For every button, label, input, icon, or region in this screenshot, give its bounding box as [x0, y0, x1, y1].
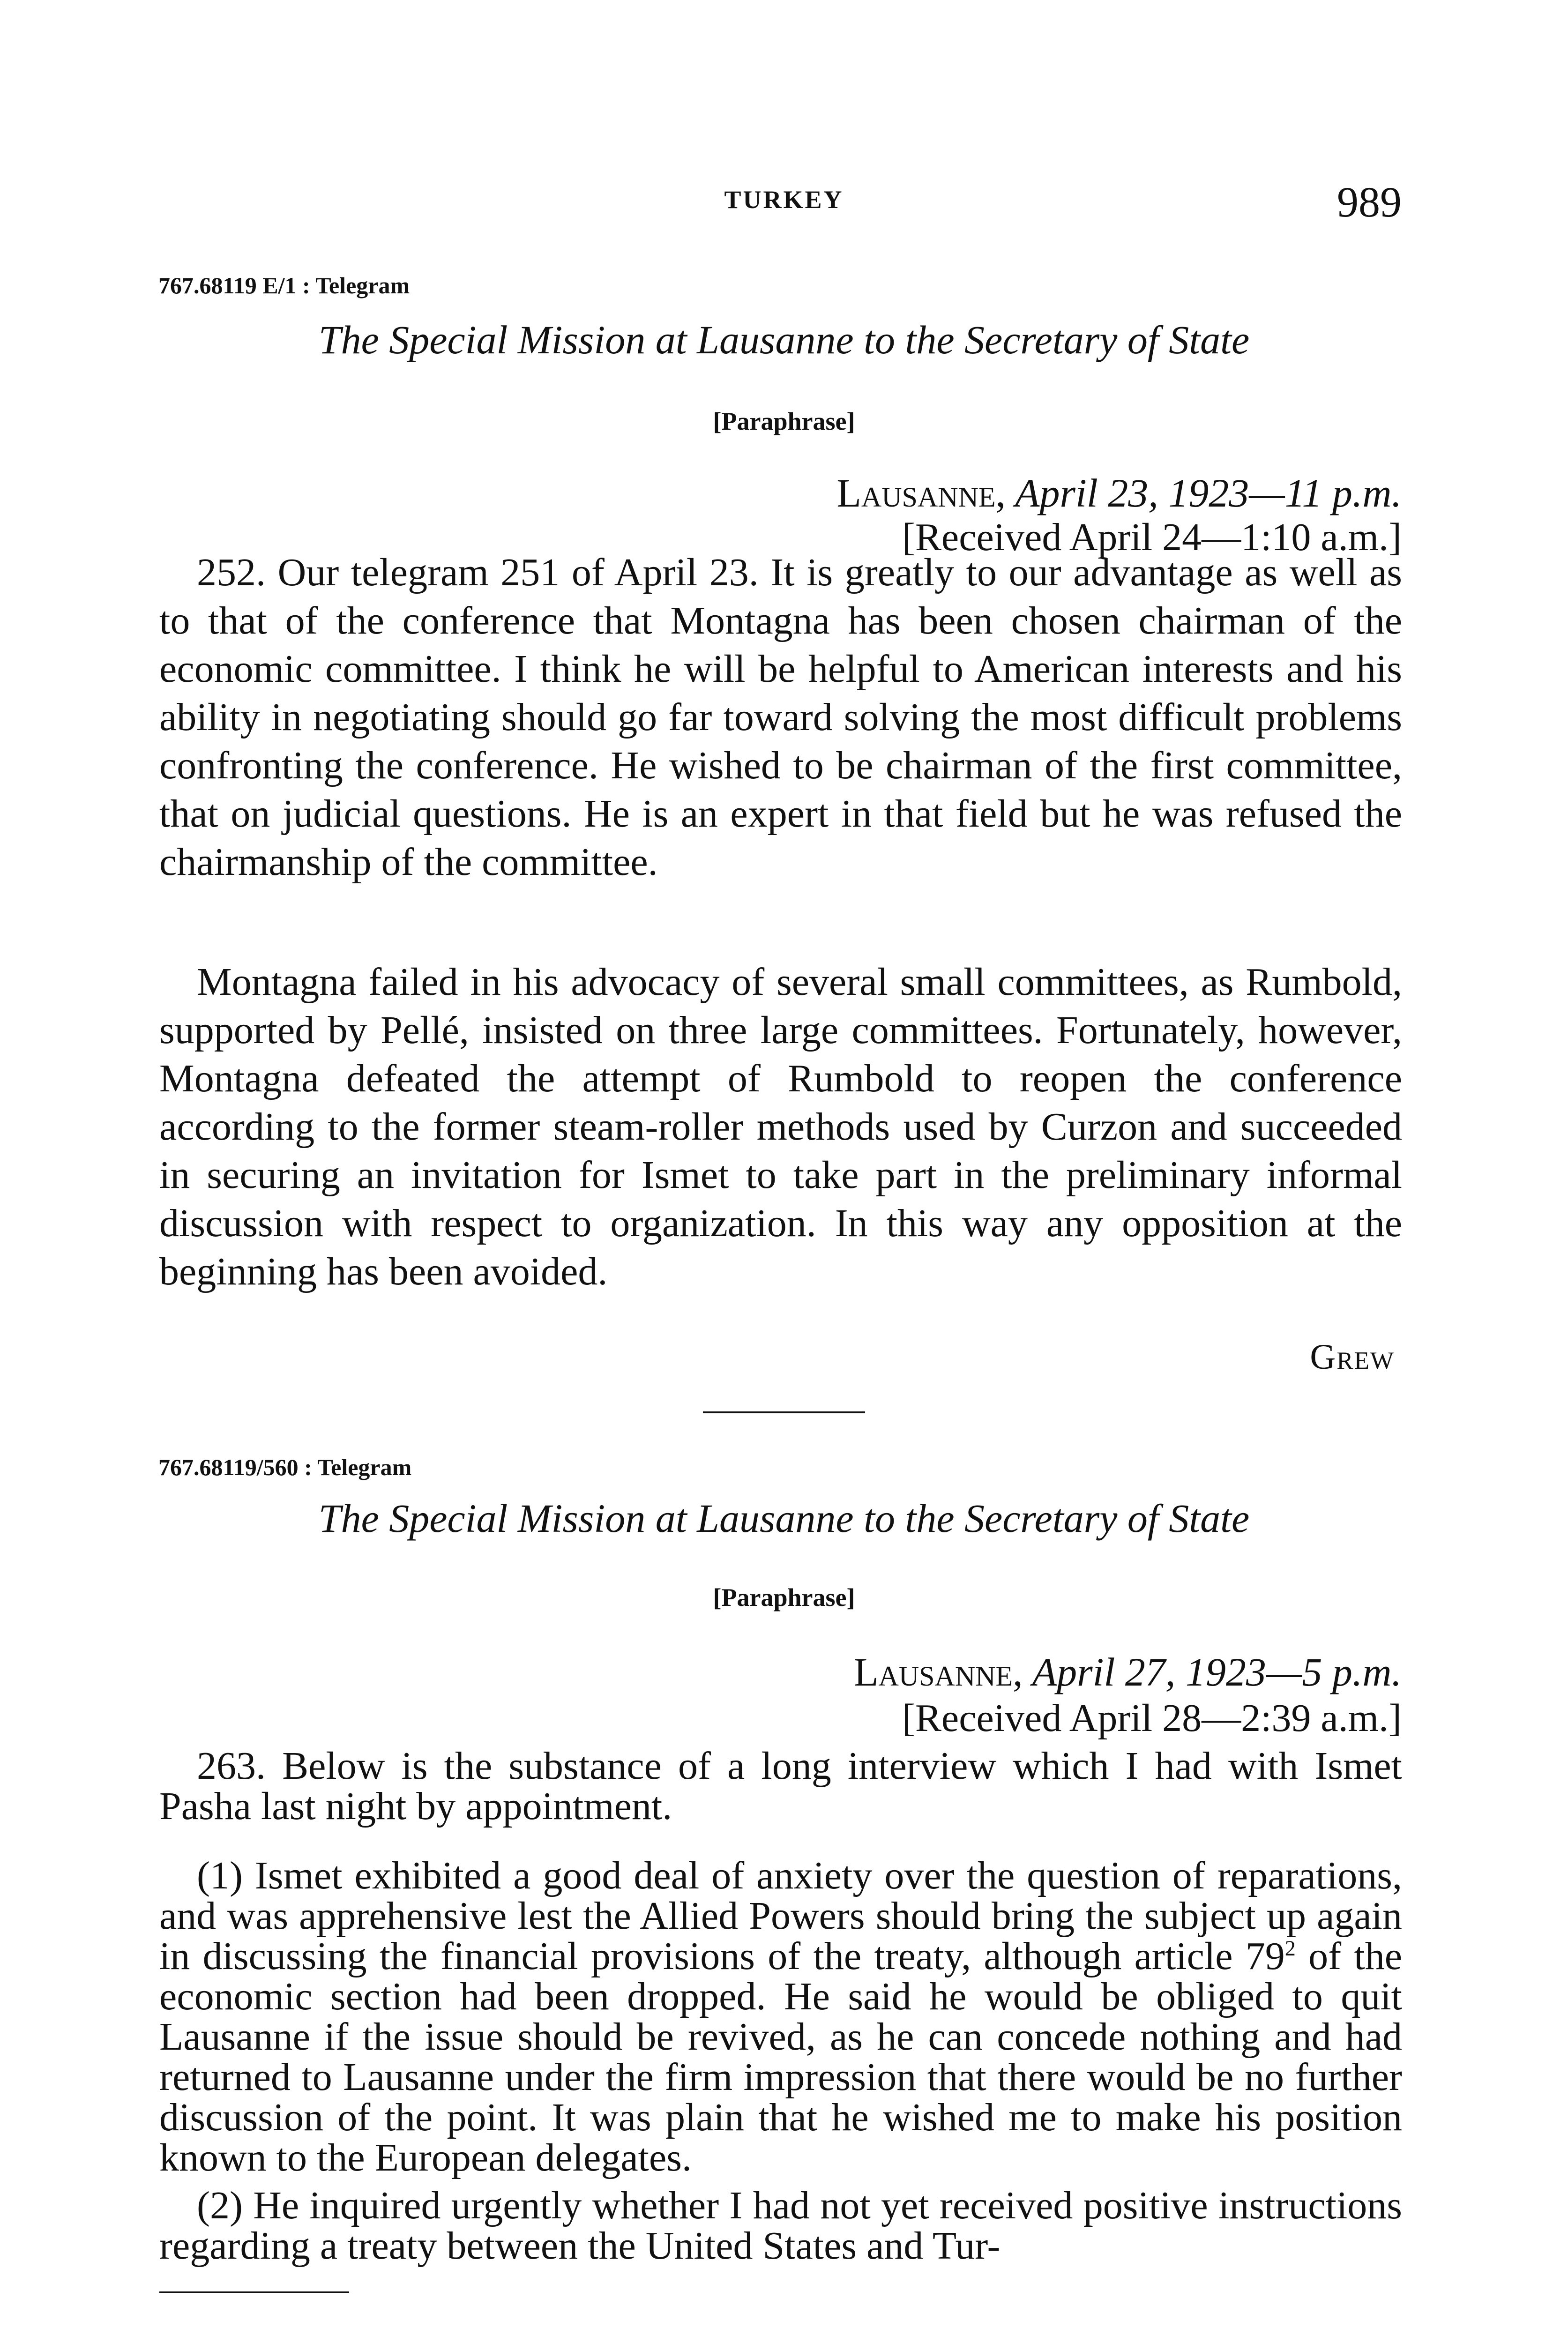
- paragraph-2-2-part-a: (1) Ismet exhibited a good deal of anxiety over the question of reparations, and was apprehensive lest the Allied Powers should bring the subject up again in discussing the financial provisions of the treaty, although article 79: [159, 1854, 1402, 1978]
- signature-grew: Grew: [1310, 1337, 1395, 1377]
- paragraph-1-1: 252. Our telegram 251 of April 23. It is greatly to our advantage as well as to that of the conference that Montagna has been chosen chairman of the economic committee. I think he will be helpful to American interests and his ability in negotiating should go far toward solving the most difficult problems confronting the conference. He wished to be chairman of the first committee, that on judicial questions. He is an expert in that field but he was refused the chairmanship of the committee.: [159, 551, 1402, 884]
- document-title-2: The Special Mission at Lausanne to the Secretary of State: [318, 1496, 1250, 1541]
- running-head: TURKEY: [724, 186, 844, 214]
- dateline-date-2: April 27, 1923—5 p.m.: [1023, 1649, 1402, 1694]
- paragraph-2-1: 263. Below is the substance of a long interview which I had with Ismet Pasha last night by appointment.: [159, 1744, 1402, 1828]
- document-title-1: The Special Mission at Lausanne to the Secretary of State: [318, 317, 1250, 362]
- paragraph-2-2: [159, 1856, 1402, 2178]
- file-reference-1: 767.68119 E/1 : Telegram: [158, 272, 410, 298]
- paragraph-1-2: Montagna failed in his advocacy of several small committees, as Rumbold, supported by Pellé, insisted on three large committees. Fortunately, however, Montagna defeated the attempt of Rumbold to reopen the conference according to the former steam-roller methods used by Curzon and succeeded in securing an invitation for Ismet to take part in the preliminary informal discussion with respect to organization. In this way any opposition at the beginning has been avoided.: [159, 960, 1402, 1293]
- received-line-1: [Received April 24—1:10 a.m.]: [902, 515, 1402, 559]
- dateline-date-1: April 23, 1923—11 p.m.: [1006, 470, 1402, 515]
- footnote-marker: 2: [1284, 1936, 1296, 1960]
- page-number: 989: [1337, 178, 1402, 226]
- paraphrase-note-1: [Paraphrase]: [713, 407, 855, 435]
- paragraph-2-2-part-b: of the economic section had been dropped. He said he would be obliged to quit Lausanne if the issue should be revived, as he can concede nothing and had returned to Lausanne under the firm impression that there would be no further discussion of the point. It was plain that he wished me to make his position known to the European delegates.: [159, 1934, 1403, 2179]
- section-divider: [703, 1411, 865, 1413]
- dateline-1: [836, 470, 1402, 516]
- dateline-place-1: Lausanne,: [836, 470, 1006, 515]
- paraphrase-note-2: [Paraphrase]: [713, 1583, 855, 1612]
- paragraph-2-3: (2) He inquired urgently whether I had not yet received positive instructions regarding a treaty between the United States and Tur-: [159, 2184, 1402, 2268]
- received-line-2: [Received April 28—2:39 a.m.]: [902, 1696, 1402, 1740]
- dateline-2: [854, 1649, 1402, 1695]
- dateline-place-2: Lausanne,: [853, 1649, 1023, 1694]
- footnote-rule: [159, 2291, 349, 2293]
- file-reference-2: 767.68119/560 : Telegram: [158, 1454, 412, 1480]
